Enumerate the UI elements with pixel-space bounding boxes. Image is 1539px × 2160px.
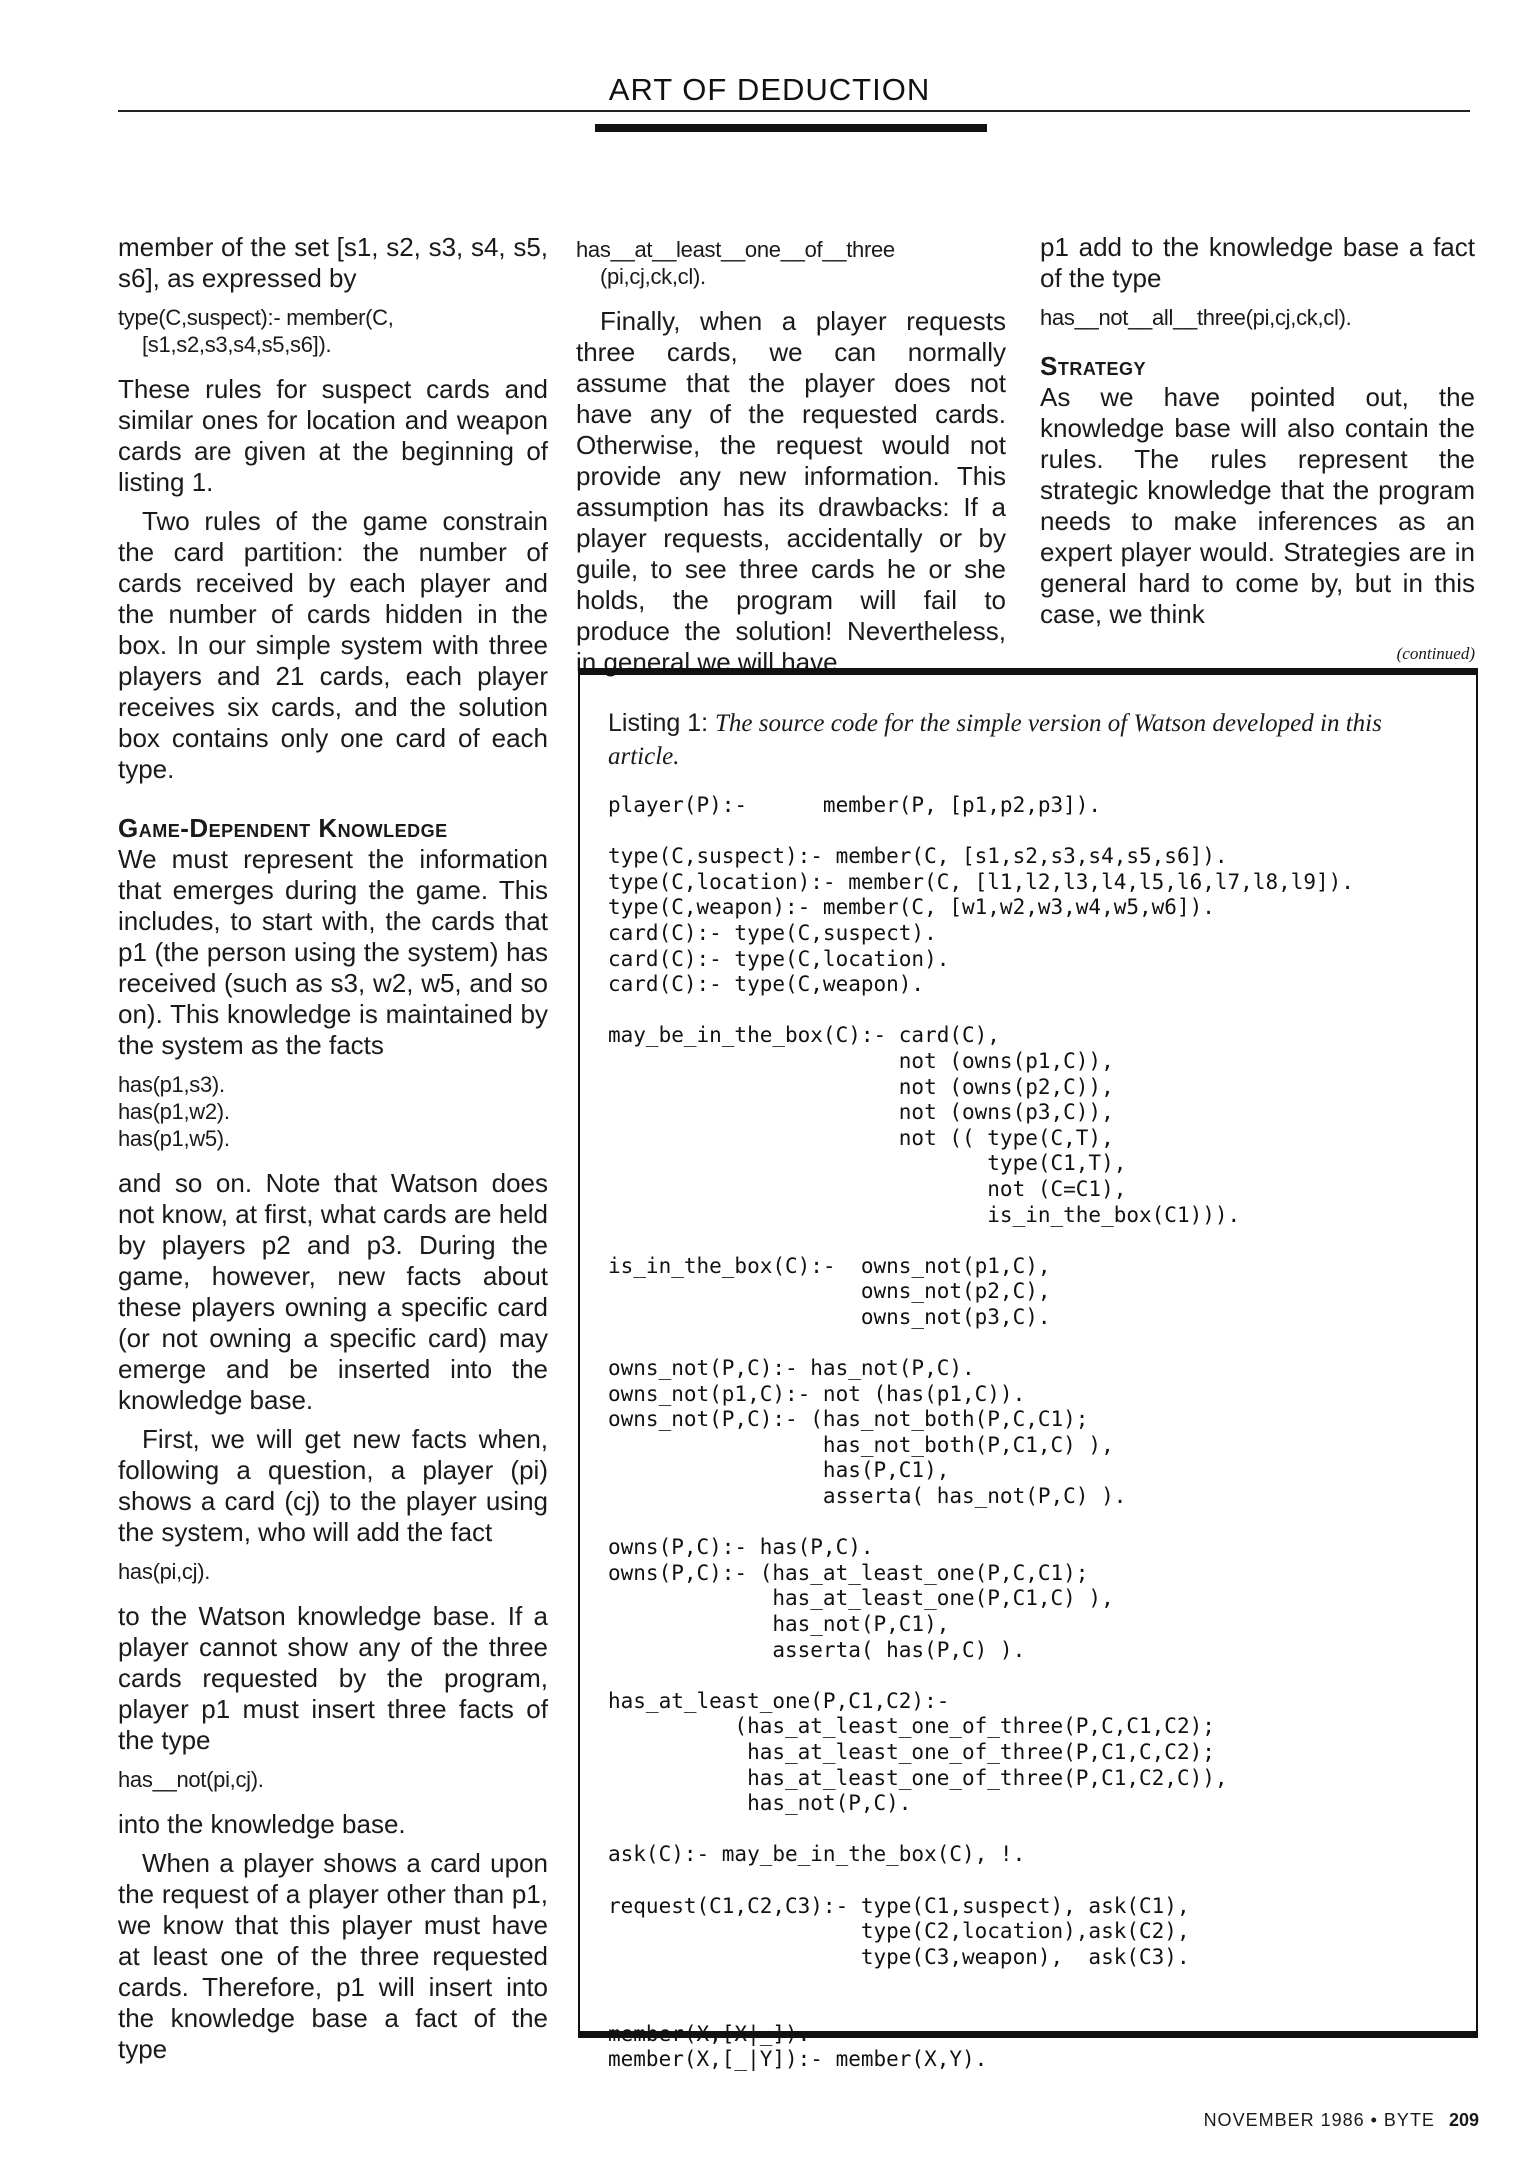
listing-box [578,668,1478,2072]
running-header: ART OF DEDUCTION [608,72,931,107]
column-3 [1040,232,1475,669]
column-1 [118,232,548,2073]
column-2 [576,232,1006,686]
paragraph: First, we will get new facts when, following a question, a player (pi) shows a card (cj) to the player using the system, who will add the fact [118,1424,548,1547]
paragraph: and so on. Note that Watson does not know, at first, what cards are held by players p2 and p3. During the game, however, new facts about these players owning a specific card (or not owning a specific card) may emerge and be inserted into the knowledge base. [118,1168,548,1415]
paragraph: Finally, when a player requests three cards, we can normally assume that the player does not have any of the requested cards. Otherwise, the request would not provide any new information. This assumption has its drawbacks: If a player requests, accidentally or by guile, to see three cards he or she holds, the program will fail to produce the solution! Nevertheless, in general we will have [576,306,1006,677]
paragraph: As we have pointed out, the knowledge base will also contain the rules. The rules represent the strategic knowledge that the program needs to make inferences as an expert player would. Strategies are in general hard to come by, but in this case, we think [1040,382,1475,629]
paragraph: to the Watson knowledge base. If a player cannot show any of the three cards requested by the program, player p1 must insert three facts of the type [118,1601,548,1755]
issue-info: NOVEMBER 1986 • BYTE [1203,2110,1435,2130]
paragraph: Two rules of the game constrain the card partition: the number of cards received by each player and the number of cards hidden in the box. In our simple system with three players and 21 cards, each player receives six cards, and the solution box contains only one card of each type. [118,506,548,784]
code-fact: has(p1,w5). [118,1126,230,1151]
paragraph: When a player shows a card upon the request of a player other than p1, we know that this player must have at least one of the three requested cards. Therefore, p1 will insert into the knowledge base a fact of the type [118,1848,548,2064]
paragraph: We must represent the information that emerges during the game. This includes, to start with, the cards that p1 (the person using the system) has received (such as s3, w2, w5, and so on). This knowledge is maintained by the system as the facts [118,844,548,1060]
listing-code: player(P):- member(P, [p1,p2,p3]). type(C,suspect):- member(C, [s1,s2,s3,s4,s5,s6]). type(C,location):- member(C, [l1,l2,l3,l4,l5,l6,l7,l8,l9]). type(C,weapon):- member(C, [w1,w2,w3,w4,w5,w6]). card(C):- type(C,suspect). card(C):- type(C,location). card(C):- type(C,weapon). may_be_in_the_box(C):- card(C), not (owns(p1,C)), not (owns(p2,C)), not (owns(p3,C)), not (( type(C,T), type(C1,T), not (C=C1), is_in_the_box(C1))). is_in_the_box(C):- owns_not(p1,C), owns_not(p2,C), owns_not(p3,C). owns_not(P,C):- has_not(P,C). owns_not(p1,C):- not (has(p1,C)). owns_not(P,C):- (has_not_both(P,C,C1); has_not_both(P,C1,C) ), has(P,C1), asserta( has_not(P,C) ). owns(P,C):- has(P,C). owns(P,C):- (has_at_least_one(P,C,C1); has_at_least_one(P,C1,C) ), has_not(P,C1), asserta( has(P,C) ). has_at_least_one(P,C1,C2):- (has_at_least_one_of_three(P,C,C1,C2); has_at_least_one_of_three(P,C1,C,C2); has_at_least_one_of_three(P,C1,C2,C)), has_not(P,C). ask(C):- may_be_in_the_box(C), !. request(C1,C2,C3):- type(C1,suspect), ask(C1), type(C2,location),ask(C2), type(C3,weapon), ask(C3). member(X,[X|_]). member(X,[_|Y]):- member(X,Y). [608,793,1354,2072]
code-fact: has__at__least__one__of__three (pi,cj,ck,cl). [576,237,895,289]
code-fact: type(C,suspect):- member(C,[s1,s2,s3,s4,s5,s6]). [118,305,394,357]
listing-caption [608,707,1438,773]
page-number: 209 [1448,2110,1479,2130]
continued-note: (continued) [1396,644,1475,663]
page-footer [1204,2110,1479,2131]
paragraph: member of the set [s1, s2, s3, s4, s5, s6], as expressed by [118,232,548,293]
code-fact: has(pi,cj). [118,1559,211,1584]
code-fact: has__not(pi,cj). [118,1767,264,1792]
listing-description: The source code for the simple version of Watson developed in this article. [608,710,1382,770]
paragraph: These rules for suspect cards and similar ones for location and weapon cards are given at the beginning of listing 1. [118,374,548,497]
header-rule [118,110,1470,112]
listing-label: Listing 1: [608,709,709,737]
section-heading: Game-Dependent Knowledge [118,813,448,843]
section-heading: Strategy [1040,351,1147,381]
code-fact: has(p1,w2). [118,1099,230,1124]
code-fact: has__not__all__three(pi,cj,ck,cl). [1040,305,1352,330]
header-bar [595,124,987,132]
paragraph: p1 add to the knowledge base a fact of the type [1040,232,1475,293]
paragraph: into the knowledge base. [118,1809,406,1839]
code-fact: has(p1,s3). [118,1072,225,1097]
